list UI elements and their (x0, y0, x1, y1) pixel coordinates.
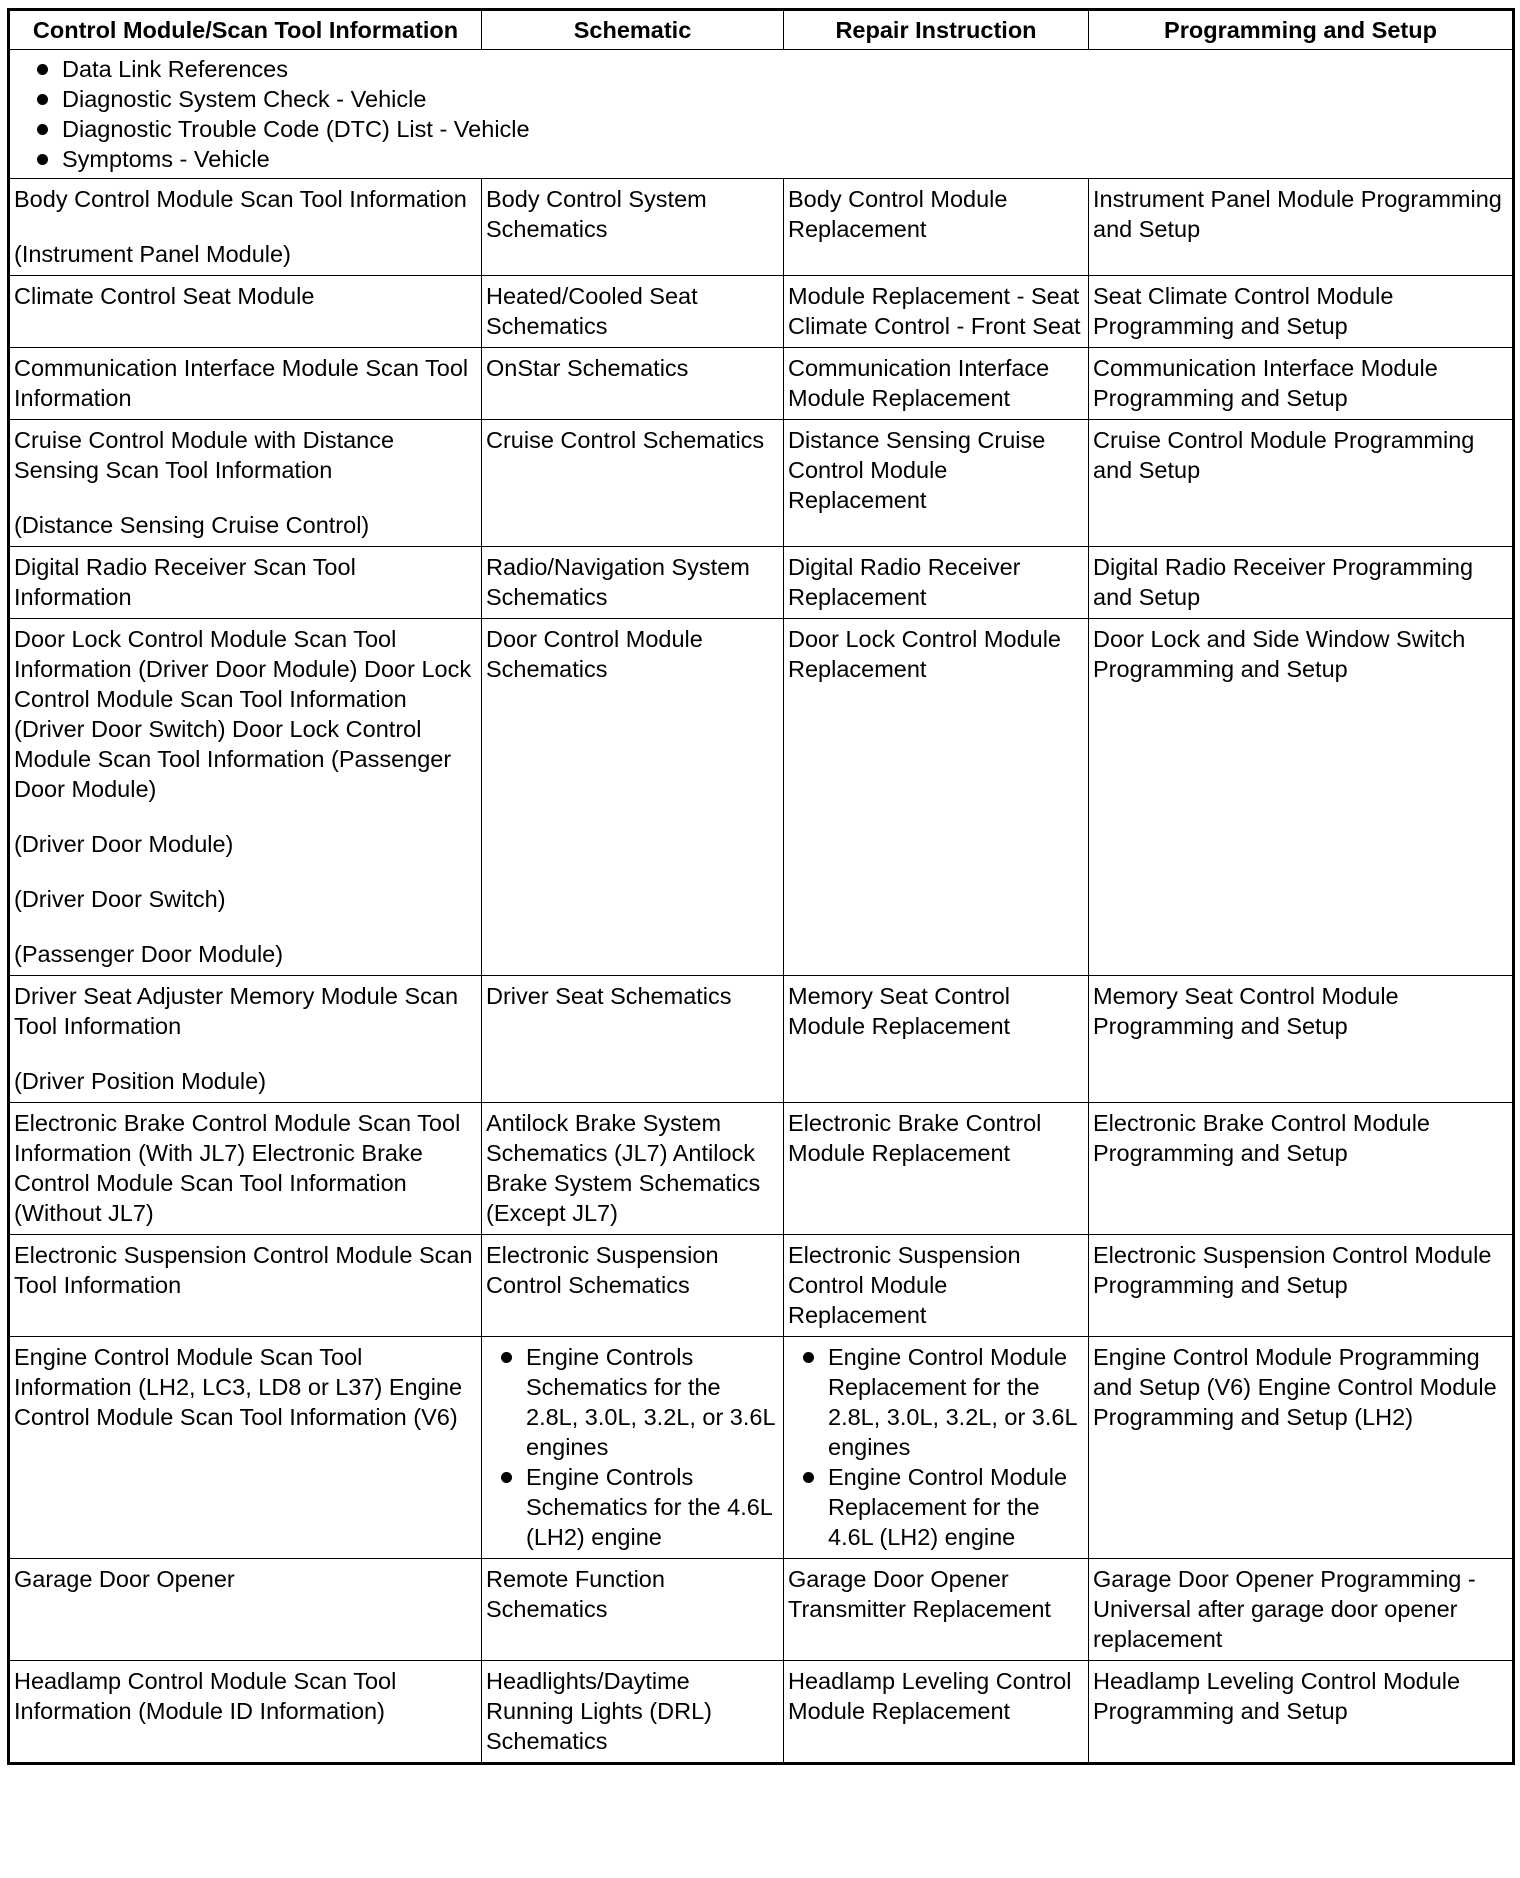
table-row (9, 276, 1514, 348)
table-row (9, 348, 1514, 420)
programming-link[interactable]: Engine Control Module Programming and Setup (V6) Engine Control Module Programming and Setup (LH2) (1089, 1337, 1514, 1559)
module-note: (Driver Position Module) (14, 1068, 267, 1094)
repair-link[interactable]: Engine Control Module Replacement for the 4.6L (LH2) engine (798, 1462, 1084, 1552)
programming-link[interactable]: Seat Climate Control Module Programming and Setup (1089, 276, 1514, 348)
module-reference-table (7, 8, 1515, 1765)
module-name[interactable]: Body Control Module Scan Tool Information (14, 186, 467, 212)
repair-link[interactable]: Body Control Module Replacement (784, 179, 1089, 276)
table-row (9, 1103, 1514, 1235)
intro-link[interactable]: Symptoms - Vehicle (32, 144, 1508, 174)
table-row (9, 1661, 1514, 1764)
module-name[interactable]: Engine Control Module Scan Tool Information (LH2, LC3, LD8 or L37) Engine Control Module Scan Tool Information (V6) (9, 1337, 482, 1559)
schematic-link[interactable]: Remote Function Schematics (482, 1559, 784, 1661)
table-row (9, 619, 1514, 976)
repair-link[interactable]: Module Replacement - Seat Climate Control - Front Seat (784, 276, 1089, 348)
module-note: (Driver Door Module) (14, 831, 234, 857)
module-name[interactable]: Driver Seat Adjuster Memory Module Scan Tool Information (14, 983, 459, 1039)
programming-link[interactable]: Communication Interface Module Programming and Setup (1089, 348, 1514, 420)
schematic-link[interactable]: Door Control Module Schematics (482, 619, 784, 976)
table-row (9, 179, 1514, 276)
programming-link[interactable]: Door Lock and Side Window Switch Programming and Setup (1089, 619, 1514, 976)
programming-link[interactable]: Electronic Brake Control Module Programming and Setup (1089, 1103, 1514, 1235)
module-note: (Passenger Door Module) (14, 941, 284, 967)
module-note: (Driver Door Switch) (14, 886, 226, 912)
schematic-link[interactable]: Radio/Navigation System Schematics (482, 547, 784, 619)
module-name[interactable]: Cruise Control Module with Distance Sensing Scan Tool Information (14, 427, 395, 483)
module-cell (9, 619, 482, 976)
repair-link[interactable]: Electronic Suspension Control Module Replacement (784, 1235, 1089, 1337)
service-info-document (7, 8, 1515, 1765)
module-note: (Distance Sensing Cruise Control) (14, 512, 370, 538)
table-row (9, 1337, 1514, 1559)
schematic-link[interactable]: Antilock Brake System Schematics (JL7) Antilock Brake System Schematics (Except JL7) (482, 1103, 784, 1235)
intro-link[interactable]: Diagnostic Trouble Code (DTC) List - Vehicle (32, 114, 1508, 144)
repair-link[interactable]: Electronic Brake Control Module Replacement (784, 1103, 1089, 1235)
programming-link[interactable]: Cruise Control Module Programming and Setup (1089, 420, 1514, 547)
programming-link[interactable]: Headlamp Leveling Control Module Programming and Setup (1089, 1661, 1514, 1764)
repair-link[interactable]: Engine Control Module Replacement for the 2.8L, 3.0L, 3.2L, or 3.6L engines (798, 1342, 1084, 1462)
table-row (9, 976, 1514, 1103)
module-name[interactable]: Digital Radio Receiver Scan Tool Information (9, 547, 482, 619)
programming-link[interactable]: Memory Seat Control Module Programming and Setup (1089, 976, 1514, 1103)
schematic-link[interactable]: Engine Controls Schematics for the 4.6L (LH2) engine (496, 1462, 779, 1552)
programming-link[interactable]: Electronic Suspension Control Module Programming and Setup (1089, 1235, 1514, 1337)
repair-link[interactable]: Digital Radio Receiver Replacement (784, 547, 1089, 619)
programming-link[interactable]: Garage Door Opener Programming - Universal after garage door opener replacement (1089, 1559, 1514, 1661)
schematic-cell (482, 1337, 784, 1559)
schematic-link[interactable]: Heated/Cooled Seat Schematics (482, 276, 784, 348)
module-name[interactable]: Electronic Brake Control Module Scan Tool Information (With JL7) Electronic Brake Control Module Scan Tool Information (Without JL7) (9, 1103, 482, 1235)
module-name[interactable]: Headlamp Control Module Scan Tool Information (Module ID Information) (9, 1661, 482, 1764)
intro-link[interactable]: Data Link References (32, 54, 1508, 84)
intro-cell (9, 50, 1514, 179)
schematic-link[interactable]: Body Control System Schematics (482, 179, 784, 276)
schematic-link[interactable]: Driver Seat Schematics (482, 976, 784, 1103)
schematic-link[interactable]: Engine Controls Schematics for the 2.8L, 3.0L, 3.2L, or 3.6L engines (496, 1342, 779, 1462)
schematic-link[interactable]: Headlights/Daytime Running Lights (DRL) Schematics (482, 1661, 784, 1764)
schematic-link[interactable]: Electronic Suspension Control Schematics (482, 1235, 784, 1337)
module-name[interactable]: Communication Interface Module Scan Tool Information (9, 348, 482, 420)
table-row (9, 420, 1514, 547)
module-name[interactable]: Garage Door Opener (9, 1559, 482, 1661)
table-row (9, 1235, 1514, 1337)
module-cell (9, 420, 482, 547)
repair-link[interactable]: Door Lock Control Module Replacement (784, 619, 1089, 976)
table-row (9, 1559, 1514, 1661)
repair-link[interactable]: Memory Seat Control Module Replacement (784, 976, 1089, 1103)
programming-link[interactable]: Instrument Panel Module Programming and Setup (1089, 179, 1514, 276)
intro-row (9, 50, 1514, 179)
repair-link[interactable]: Garage Door Opener Transmitter Replacement (784, 1559, 1089, 1661)
table-row (9, 547, 1514, 619)
header-module: Control Module/Scan Tool Information (9, 10, 482, 50)
schematic-list (496, 1342, 779, 1552)
schematic-link[interactable]: Cruise Control Schematics (482, 420, 784, 547)
repair-link[interactable]: Headlamp Leveling Control Module Replacement (784, 1661, 1089, 1764)
schematic-link[interactable]: OnStar Schematics (482, 348, 784, 420)
header-row (9, 10, 1514, 50)
repair-link[interactable]: Distance Sensing Cruise Control Module Replacement (784, 420, 1089, 547)
intro-link[interactable]: Diagnostic System Check - Vehicle (32, 84, 1508, 114)
header-schematic: Schematic (482, 10, 784, 50)
module-name[interactable]: Climate Control Seat Module (9, 276, 482, 348)
module-name[interactable]: Electronic Suspension Control Module Scan Tool Information (9, 1235, 482, 1337)
repair-cell (784, 1337, 1089, 1559)
module-note: (Instrument Panel Module) (14, 241, 291, 267)
repair-link[interactable]: Communication Interface Module Replacement (784, 348, 1089, 420)
module-name[interactable]: Door Lock Control Module Scan Tool Information (Driver Door Module) Door Lock Control Module Scan Tool Information (Driver Door Switch) Door Lock Control Module Scan Tool Information (Passenger Door Module) (14, 626, 472, 802)
module-cell (9, 179, 482, 276)
programming-link[interactable]: Digital Radio Receiver Programming and Setup (1089, 547, 1514, 619)
repair-list (798, 1342, 1084, 1552)
header-repair: Repair Instruction (784, 10, 1089, 50)
module-cell (9, 976, 482, 1103)
header-programming: Programming and Setup (1089, 10, 1514, 50)
intro-list (32, 54, 1508, 174)
